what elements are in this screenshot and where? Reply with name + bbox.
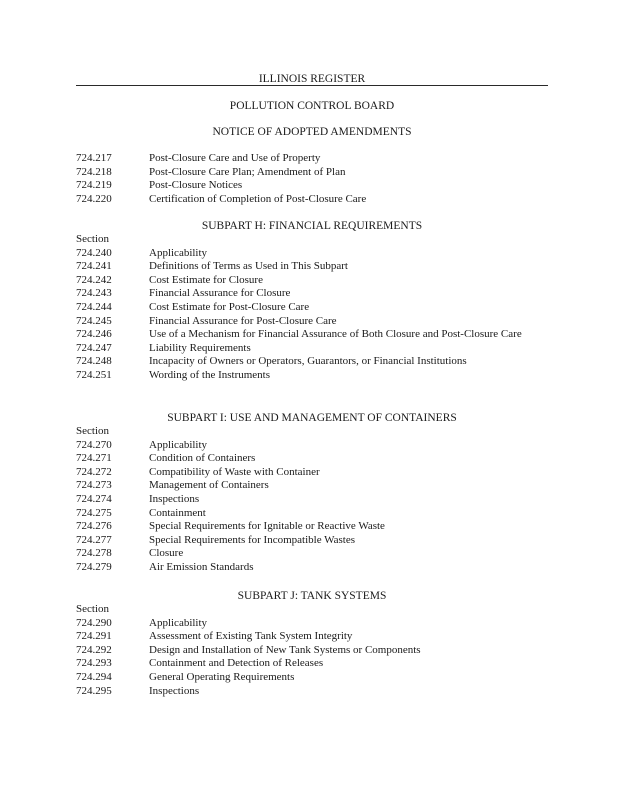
subpart-heading: SUBPART H: FINANCIAL REQUIREMENTS — [201, 220, 423, 232]
section-row — [76, 644, 548, 658]
section-row — [76, 369, 548, 383]
section-label: Section — [76, 603, 109, 615]
section-row — [76, 547, 548, 561]
section-row — [76, 179, 548, 193]
header-board-title: POLLUTION CONTROL BOARD — [229, 100, 395, 112]
section-number: 724.274 — [76, 492, 112, 505]
section-row — [76, 479, 548, 493]
section-row — [76, 671, 548, 685]
section-number: 724.219 — [76, 179, 112, 192]
section-list — [76, 439, 548, 575]
section-number: 724.242 — [76, 273, 112, 286]
section-row — [76, 301, 548, 315]
section-title: Design and Installation of New Tank Systems or Components — [149, 643, 421, 656]
section-title: Applicability — [149, 246, 208, 259]
section-row — [76, 493, 548, 507]
section-row — [76, 439, 548, 453]
subpart-i — [76, 411, 548, 575]
section-number: 724.295 — [76, 684, 112, 697]
section-title: Use of a Mechanism for Financial Assurance of Both Closure and Post-Closure Care — [149, 328, 522, 341]
section-row — [76, 328, 548, 342]
section-row — [76, 520, 548, 534]
section-title: Special Requirements for Incompatible Wastes — [149, 533, 356, 546]
section-number: 724.275 — [76, 506, 112, 519]
section-row — [76, 355, 548, 369]
section-row — [76, 260, 548, 274]
section-title: Special Requirements for Ignitable or Reactive Waste — [149, 520, 385, 533]
section-row — [76, 657, 548, 671]
section-row — [76, 466, 548, 480]
section-title: Post-Closure Care and Use of Property — [149, 152, 321, 164]
section-title: Financial Assurance for Closure — [149, 287, 291, 300]
section-row — [76, 561, 548, 575]
subpart-heading: SUBPART J: TANK SYSTEMS — [237, 590, 387, 602]
header-register-title: ILLINOIS REGISTER — [258, 73, 366, 85]
section-number: 724.290 — [76, 616, 112, 629]
section-title: General Operating Requirements — [149, 670, 295, 683]
section-number: 724.246 — [76, 328, 112, 341]
section-number: 724.270 — [76, 438, 112, 451]
section-title: Assessment of Existing Tank System Integrity — [149, 630, 353, 643]
section-label: Section — [76, 425, 109, 437]
section-row — [76, 166, 548, 180]
subpart-j — [76, 589, 548, 698]
section-number: 724.293 — [76, 657, 112, 670]
section-number: 724.292 — [76, 643, 112, 656]
section-title: Certification of Completion of Post-Closure Care — [149, 192, 367, 205]
section-title: Management of Containers — [149, 479, 269, 492]
section-row — [76, 507, 548, 521]
section-title: Containment and Detection of Releases — [149, 657, 324, 670]
section-number: 724.248 — [76, 355, 112, 368]
section-row — [76, 452, 548, 466]
section-row — [76, 617, 548, 631]
section-list — [76, 617, 548, 699]
section-title: Inspections — [149, 684, 200, 697]
section-number: 724.241 — [76, 260, 112, 273]
section-title: Closure — [149, 547, 184, 560]
section-row — [76, 630, 548, 644]
section-number: 724.291 — [76, 630, 112, 643]
section-number: 724.278 — [76, 547, 112, 560]
section-title: Cost Estimate for Post-Closure Care — [149, 300, 310, 313]
section-title: Financial Assurance for Post-Closure Care — [149, 314, 337, 327]
section-number: 724.272 — [76, 465, 112, 478]
section-title: Applicability — [149, 616, 208, 629]
section-title: Containment — [149, 506, 206, 519]
section-title: Definitions of Terms as Used in This Subpart — [149, 260, 348, 273]
section-row — [76, 534, 548, 548]
section-number: 724.218 — [76, 165, 112, 178]
section-number: 724.247 — [76, 341, 112, 354]
section-title: Condition of Containers — [149, 452, 256, 465]
header-notice-title: NOTICE OF ADOPTED AMENDMENTS — [212, 126, 412, 138]
section-row — [76, 342, 548, 356]
section-number: 724.251 — [76, 368, 112, 381]
section-number: 724.271 — [76, 452, 112, 465]
section-number: 724.294 — [76, 670, 112, 683]
section-row — [76, 287, 548, 301]
section-number: 724.217 — [76, 152, 112, 164]
section-number: 724.245 — [76, 314, 112, 327]
section-number: 724.220 — [76, 192, 112, 205]
section-row — [76, 274, 548, 288]
subpart-heading: SUBPART I: USE AND MANAGEMENT OF CONTAINERS — [167, 412, 457, 424]
section-title: Cost Estimate for Closure — [149, 273, 263, 286]
section-number: 724.240 — [76, 246, 112, 259]
section-number: 724.277 — [76, 533, 112, 546]
section-number: 724.279 — [76, 560, 112, 573]
section-title: Wording of the Instruments — [149, 368, 271, 381]
section-title: Liability Requirements — [149, 341, 251, 354]
subpart-h — [76, 219, 548, 383]
section-number: 724.276 — [76, 520, 112, 533]
header-rule — [76, 85, 548, 86]
section-row — [76, 247, 548, 261]
section-title: Inspections — [149, 492, 200, 505]
section-number: 724.273 — [76, 479, 112, 492]
section-number: 724.244 — [76, 300, 112, 313]
section-list — [76, 247, 548, 383]
section-title: Applicability — [149, 438, 208, 451]
section-title: Incapacity of Owners or Operators, Guarantors, or Financial Institutions — [149, 355, 467, 368]
section-label: Section — [76, 233, 109, 245]
top-section-list — [76, 152, 548, 206]
section-row — [76, 193, 548, 207]
section-row — [76, 685, 548, 699]
section-title: Air Emission Standards — [149, 560, 254, 573]
section-number: 724.243 — [76, 287, 112, 300]
section-row — [76, 315, 548, 329]
section-title: Post-Closure Care Plan; Amendment of Plan — [149, 165, 346, 178]
section-row — [76, 152, 548, 166]
section-title: Compatibility of Waste with Container — [149, 465, 320, 478]
section-title: Post-Closure Notices — [149, 179, 243, 192]
